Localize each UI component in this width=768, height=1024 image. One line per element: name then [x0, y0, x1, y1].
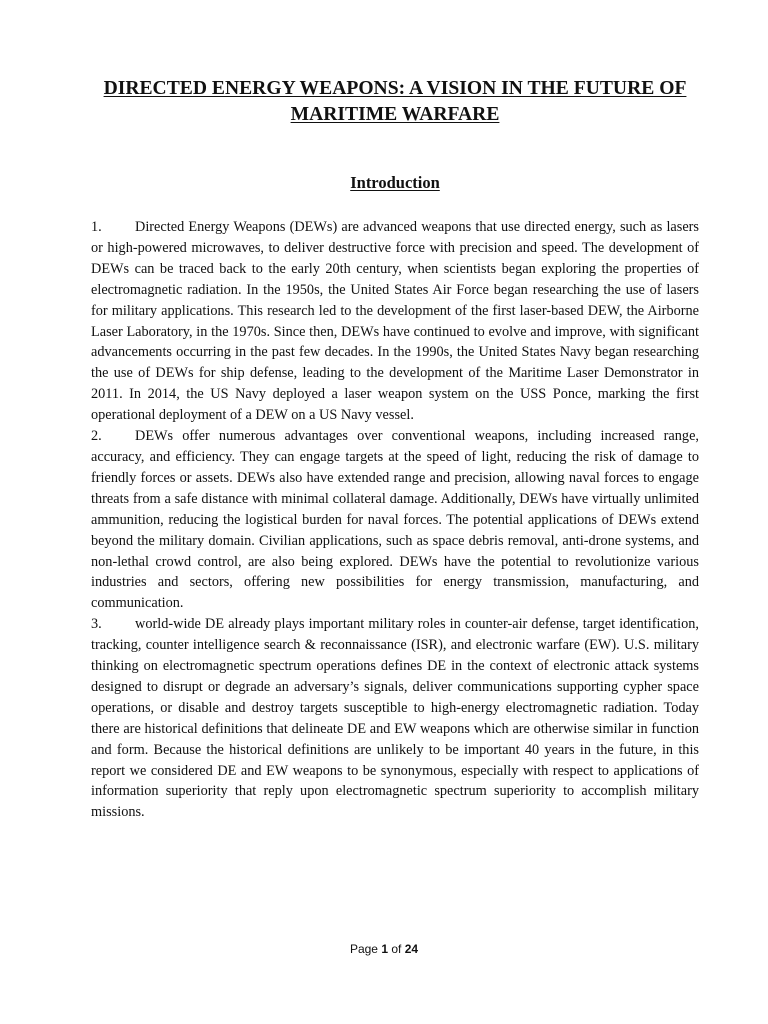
paragraph-1 — [91, 217, 699, 426]
document-title: DIRECTED ENERGY WEAPONS: A VISION IN THE FUTURE OF MARITIME WARFARE — [103, 78, 687, 125]
of-label: of — [391, 942, 402, 956]
page-label: Page — [349, 942, 378, 956]
page-footer — [0, 941, 768, 957]
paragraph-text: DEWs offer numerous advantages over conventional weapons, including increased range, accuracy, and efficiency. They can engage targets at the speed of light, reducing the risk of damage to friendly forces or assets. DEWs also have extended range and precision, allowing naval forces to engage threats from a safe distance with minimal collateral damage. Additionally, DEWs have virtually unlimited ammunition, reducing the logistical burden for naval forces. The potential applications of DEWs extend beyond the military domain. Civilian applications, such as space debris removal, anti-drone systems, and non-lethal crowd control, are also being explored. DEWs have the potential to revolutionize various industries and sectors, offering new possibilities for energy transmission, manufacturing, and communication. — [91, 428, 699, 612]
paragraph-text: Directed Energy Weapons (DEWs) are advanced weapons that use directed energy, such as lasers or high-powered microwaves, to deliver destructive force with precision and speed. The development of DEWs can be traced back to the early 20th century, when scientists began exploring the properties of electromagnetic radiation. In the 1950s, the United States Air Force began researching the use of lasers for military applications. This research led to the development of the first laser-based DEW, the Airborne Laser Laboratory, in the 1970s. Since then, DEWs have continued to evolve and improve, with significant advancements occurring in the past few decades. In the 1990s, the United States Navy began researching the use of DEWs for ship defense, leading to the development of the Maritime Laser Demonstrator in 2011. In 2014, the US Navy deployed a laser weapon system on the USS Ponce, marking the first operational deployment of a DEW on a US Navy vessel. — [91, 219, 699, 424]
document-body — [91, 217, 699, 823]
paragraph-number: 2. — [91, 428, 102, 445]
current-page-number: 1 — [381, 942, 388, 956]
paragraph-text: world-wide DE already plays important military roles in counter-air defense, target identification, tracking, counter intelligence search & reconnaissance (ISR), and electronic warfare (EW). U.S. military thinking on electromagnetic spectrum operations defines DE in the context of electronic attack systems designed to disrupt or degrade an adversary’s signals, deliver communications supporting cypher space operations, or disable and destroy targets susceptible to high-energy electromagnetic radiation. Today there are historical definitions that delineate DE and EW weapons which are otherwise similar in function and form. Because the historical definitions are unlikely to be important 40 years in the future, in this report we considered DE and EW weapons to be synonymous, especially with respect to applications of information superiority that reply upon electromagnetic spectrum superiority to accomplish military missions. — [91, 616, 699, 821]
total-pages-number: 24 — [404, 942, 419, 956]
section-heading-introduction: Introduction — [350, 173, 440, 192]
paragraph-number: 1. — [91, 219, 102, 235]
paragraph-2 — [91, 426, 699, 614]
paragraph-3 — [91, 614, 699, 823]
paragraph-number: 3. — [91, 616, 102, 633]
